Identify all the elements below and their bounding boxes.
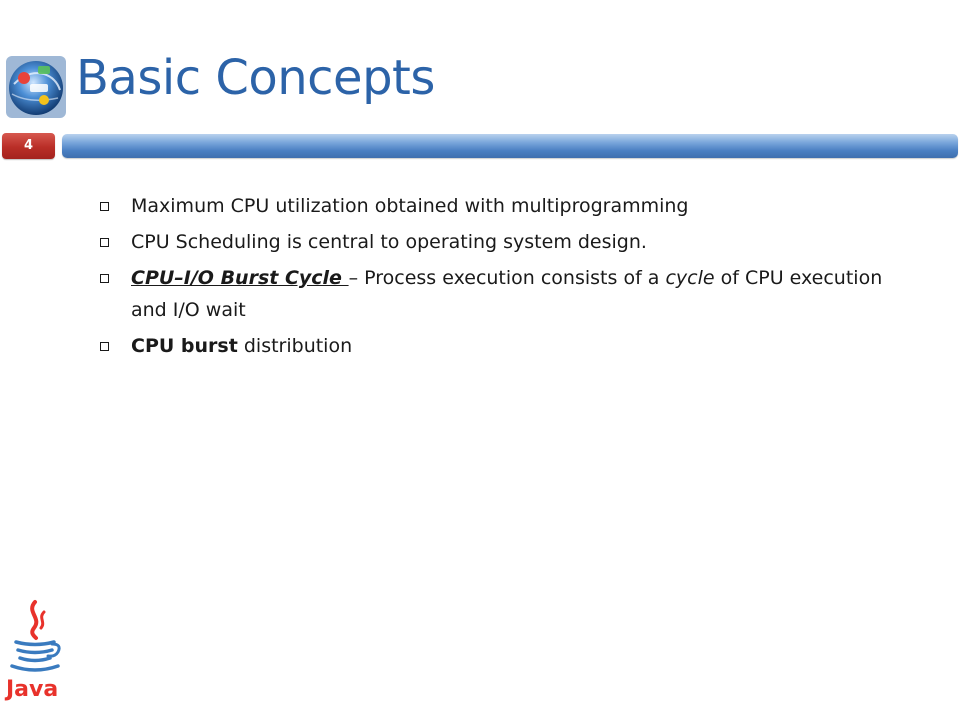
square-bullet-icon xyxy=(100,238,109,247)
java-logo-icon xyxy=(4,598,66,702)
square-bullet-icon xyxy=(100,342,109,351)
italic-word: cycle xyxy=(665,267,715,289)
bullet-list xyxy=(100,190,920,366)
bullet-text: distribution xyxy=(237,335,353,357)
list-item xyxy=(100,330,920,362)
bullet-text: CPU Scheduling is central to operating system design. xyxy=(131,231,647,253)
page-number-badge: 4 xyxy=(2,133,55,159)
bullet-text: – Process execution consists of a xyxy=(348,267,666,289)
square-bullet-icon xyxy=(100,202,109,211)
term-link[interactable]: CPU–I/O Burst Cycle xyxy=(131,267,349,289)
square-bullet-icon xyxy=(100,274,109,283)
java-logo-text: Java xyxy=(6,677,59,702)
globe-logo-icon xyxy=(0,48,70,126)
slide-title: Basic Concepts xyxy=(76,50,435,106)
title-divider-bar xyxy=(62,134,958,158)
bold-term: CPU burst xyxy=(131,335,238,357)
list-item xyxy=(100,262,920,326)
bullet-text: Maximum CPU utilization obtained with multiprogramming xyxy=(131,195,689,217)
list-item xyxy=(100,190,920,222)
bullet-text: of CPU execution and I/O wait xyxy=(131,267,883,321)
list-item xyxy=(100,226,920,258)
